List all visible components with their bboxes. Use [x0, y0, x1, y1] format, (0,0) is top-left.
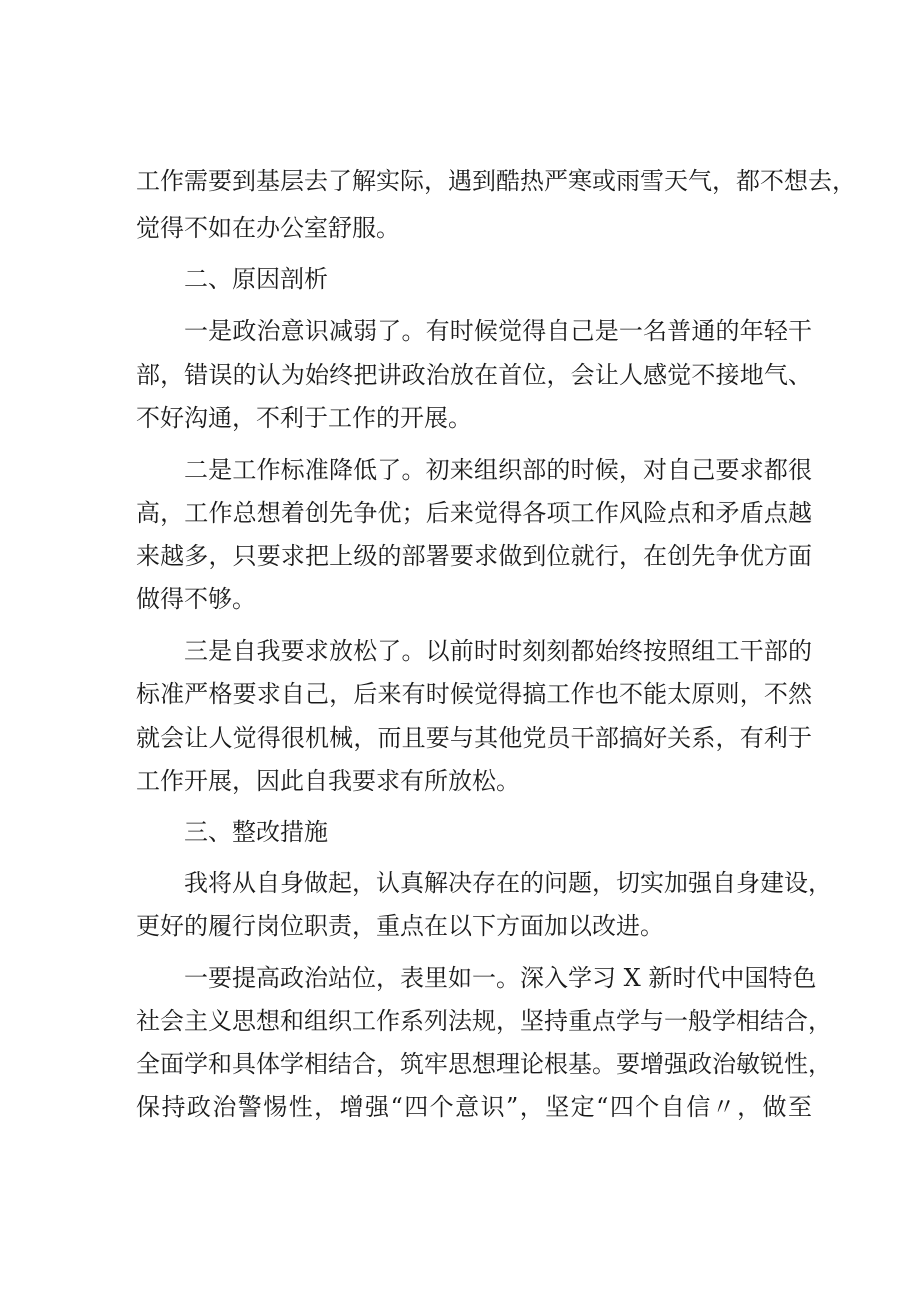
paragraph-1-line-2: 觉得不如在办公室舒服。: [136, 214, 400, 242]
paragraph-6-line-1: 一要提高政治站位，表里如一。深入学习 X 新时代中国特色: [184, 964, 817, 992]
section-heading-cause-analysis: 二、原因剖析: [184, 265, 328, 293]
paragraph-4-line-3: 就会让人觉得很机械，而且要与其他党员干部搞好关系，有利于: [136, 724, 812, 752]
paragraph-5-line-2: 更好的履行岗位职责，重点在以下方面加以改进。: [136, 912, 664, 940]
paragraph-5-line-1: 我将从自身做起，认真解决存在的问题，切实加强自身建设，: [184, 869, 832, 897]
section-heading-rectification-measures: 三、整改措施: [184, 818, 328, 846]
paragraph-4-line-1: 三是自我要求放松了。以前时时刻刻都始终按照组工干部的: [184, 637, 812, 665]
paragraph-1-line-1: 工作需要到基层去了解实际，遇到酷热严寒或雨雪天气，都不想去，: [136, 167, 856, 195]
paragraph-3-line-3: 来越多，只要求把上级的部署要求做到位就行，在创先争优方面: [136, 542, 812, 570]
paragraph-3-line-4: 做得不够。: [136, 585, 256, 613]
paragraph-4-line-2: 标准严格要求自己，后来有时候觉得搞工作也不能太原则，不然: [136, 680, 812, 708]
paragraph-2-line-1: 一是政治意识减弱了。有时候觉得自己是一名普通的年轻干: [184, 317, 812, 345]
paragraph-6-line-4: 保持政治警惕性，增强“四个意识”，坚定“四个自信〃，做至: [136, 1093, 812, 1121]
paragraph-4-line-4: 工作开展，因此自我要求有所放松。: [136, 767, 520, 795]
paragraph-2-line-3: 不好沟通，不利于工作的开展。: [136, 404, 472, 432]
paragraph-3-line-1: 二是工作标准降低了。初来组织部的时候，对自己要求都很: [184, 456, 812, 484]
paragraph-6-line-2: 社会主义思想和组织工作系列法规，坚持重点学与一般学相结合，: [136, 1007, 832, 1035]
paragraph-6-line-3: 全面学和具体学相结合，筑牢思想理论根基。要增强政治敏锐性，: [136, 1050, 832, 1078]
paragraph-3-line-2: 高，工作总想着创先争优；后来觉得各项工作风险点和矛盾点越: [136, 499, 812, 527]
paragraph-2-line-2: 部，错误的认为始终把讲政治放在首位，会让人感觉不接地气、: [136, 361, 812, 389]
